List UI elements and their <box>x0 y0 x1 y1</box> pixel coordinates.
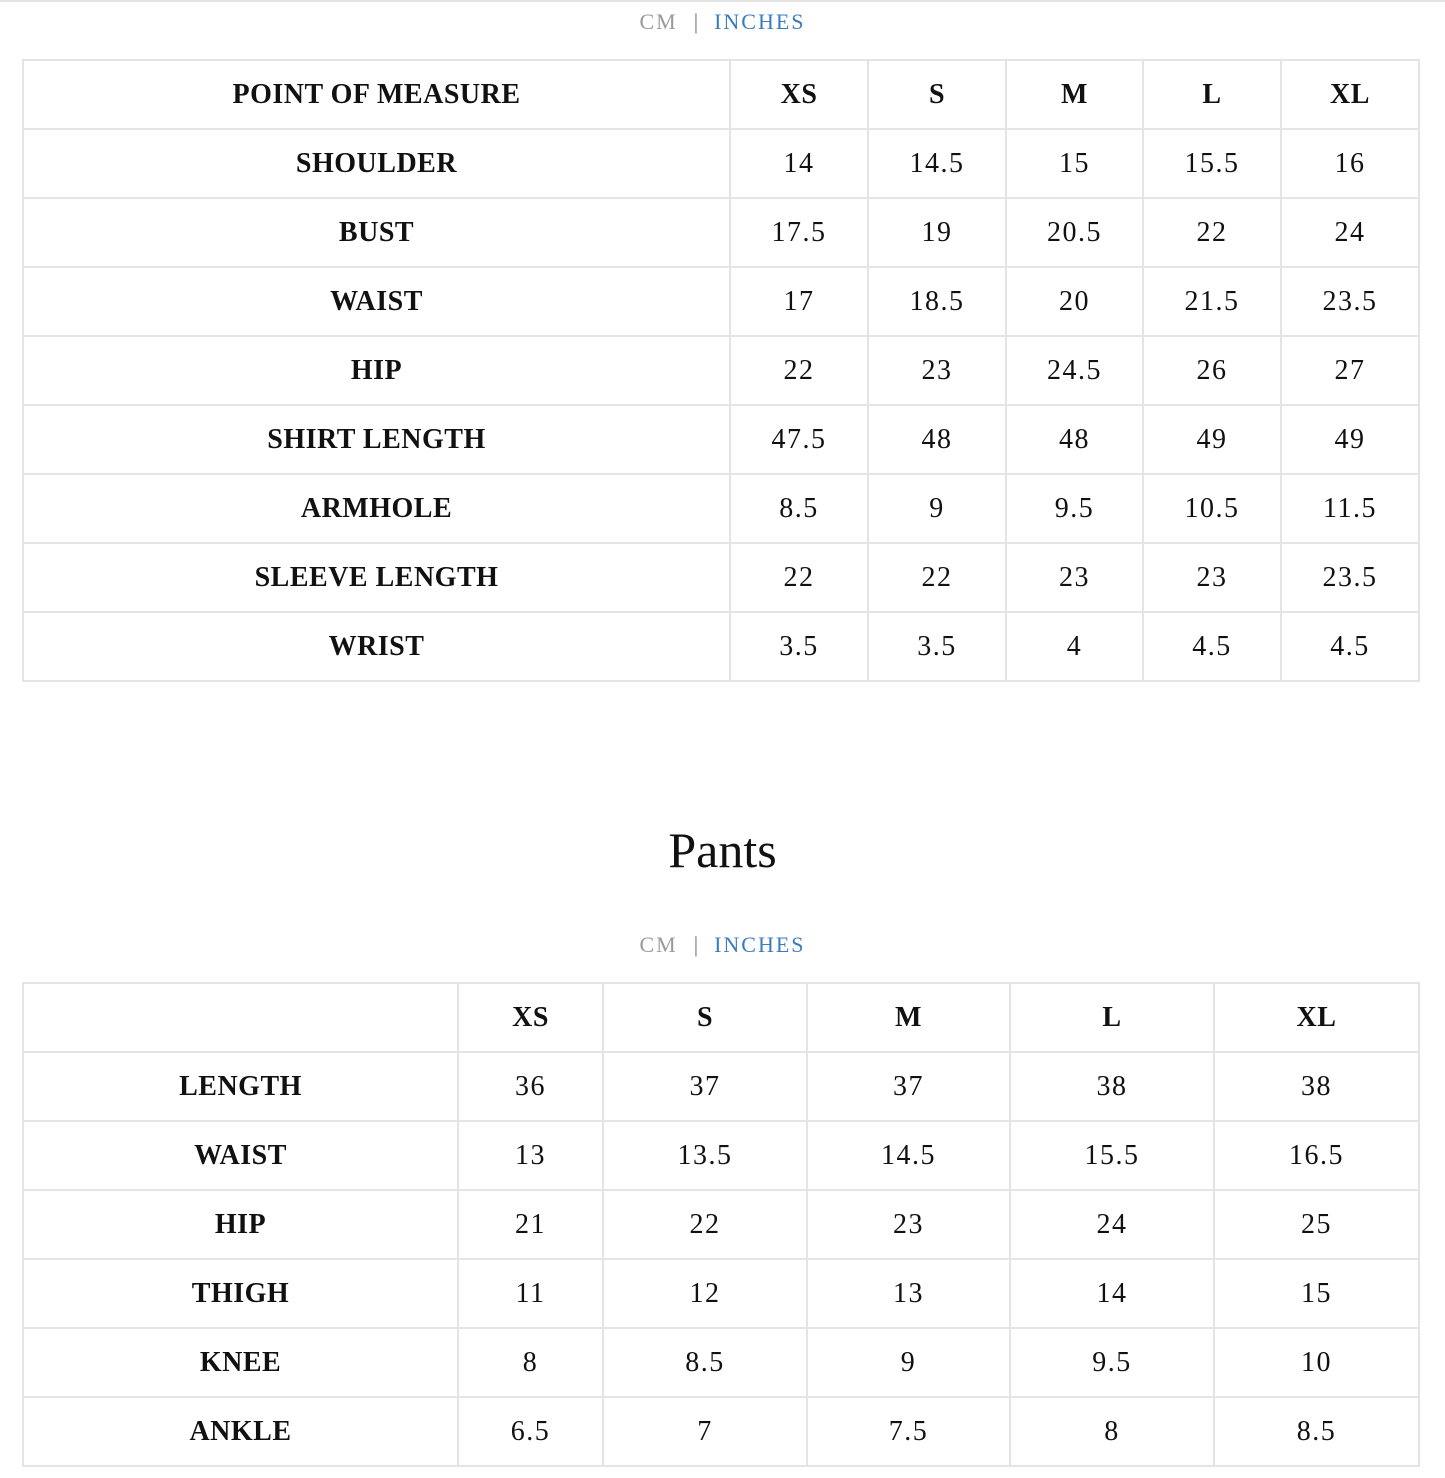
measure-value: 10.5 <box>1143 474 1281 543</box>
table-row <box>23 267 1419 336</box>
measure-label: SHIRT LENGTH <box>23 405 730 474</box>
measure-value: 49 <box>1143 405 1281 474</box>
measure-value: 8 <box>458 1328 603 1397</box>
measure-value: 13 <box>807 1259 1010 1328</box>
tops-unit-separator: | <box>693 9 701 34</box>
measure-value: 17 <box>730 267 868 336</box>
tops-cm-toggle[interactable]: CM <box>639 9 678 34</box>
measure-label: ANKLE <box>23 1397 458 1466</box>
measure-value: 11 <box>458 1259 603 1328</box>
measure-value: 23 <box>807 1190 1010 1259</box>
measure-label: HIP <box>23 336 730 405</box>
pants-cm-toggle[interactable]: CM <box>639 932 678 957</box>
table-row <box>23 1121 1419 1190</box>
table-row <box>23 129 1419 198</box>
measure-value: 20 <box>1006 267 1143 336</box>
measure-value: 6.5 <box>458 1397 603 1466</box>
pants-header-size: L <box>1010 983 1214 1052</box>
measure-value: 21.5 <box>1143 267 1281 336</box>
measure-value: 37 <box>603 1052 807 1121</box>
pants-unit-separator: | <box>693 932 701 957</box>
measure-value: 3.5 <box>730 612 868 681</box>
table-row <box>23 1052 1419 1121</box>
table-row <box>23 1259 1419 1328</box>
measure-value: 24.5 <box>1006 336 1143 405</box>
pants-unit-toggle <box>0 930 1445 960</box>
measure-value: 18.5 <box>868 267 1006 336</box>
measure-value: 22 <box>730 336 868 405</box>
measure-value: 15 <box>1214 1259 1419 1328</box>
measure-value: 23 <box>1006 543 1143 612</box>
measure-value: 49 <box>1281 405 1419 474</box>
measure-value: 9.5 <box>1006 474 1143 543</box>
table-row <box>23 612 1419 681</box>
measure-value: 14.5 <box>807 1121 1010 1190</box>
measure-value: 23 <box>1143 543 1281 612</box>
tops-header-size: XL <box>1281 60 1419 129</box>
tops-size-table <box>22 59 1420 682</box>
table-row <box>23 405 1419 474</box>
table-row <box>23 1190 1419 1259</box>
measure-value: 38 <box>1214 1052 1419 1121</box>
measure-value: 23 <box>868 336 1006 405</box>
table-row <box>23 1397 1419 1466</box>
pants-header-measure <box>23 983 458 1052</box>
measure-label: THIGH <box>23 1259 458 1328</box>
measure-value: 48 <box>1006 405 1143 474</box>
measure-value: 23.5 <box>1281 267 1419 336</box>
measure-label: WAIST <box>23 267 730 336</box>
measure-value: 14 <box>1010 1259 1214 1328</box>
measure-label: BUST <box>23 198 730 267</box>
measure-value: 8.5 <box>730 474 868 543</box>
measure-value: 27 <box>1281 336 1419 405</box>
tops-header-size: XS <box>730 60 868 129</box>
measure-value: 13.5 <box>603 1121 807 1190</box>
measure-value: 16.5 <box>1214 1121 1419 1190</box>
measure-value: 9.5 <box>1010 1328 1214 1397</box>
measure-label: ARMHOLE <box>23 474 730 543</box>
measure-label: WAIST <box>23 1121 458 1190</box>
measure-value: 8.5 <box>603 1328 807 1397</box>
measure-value: 4 <box>1006 612 1143 681</box>
measure-value: 22 <box>1143 198 1281 267</box>
measure-value: 25 <box>1214 1190 1419 1259</box>
measure-value: 8 <box>1010 1397 1214 1466</box>
measure-value: 48 <box>868 405 1006 474</box>
table-row <box>23 198 1419 267</box>
pants-header-size: XS <box>458 983 603 1052</box>
measure-label: WRIST <box>23 612 730 681</box>
measure-value: 15 <box>1006 129 1143 198</box>
tops-inches-toggle[interactable]: INCHES <box>714 9 806 34</box>
measure-value: 26 <box>1143 336 1281 405</box>
tops-header-measure: POINT OF MEASURE <box>23 60 730 129</box>
measure-value: 19 <box>868 198 1006 267</box>
table-row <box>23 336 1419 405</box>
pants-size-table <box>22 982 1420 1467</box>
measure-value: 23.5 <box>1281 543 1419 612</box>
measure-value: 7.5 <box>807 1397 1010 1466</box>
tops-header-row <box>23 60 1419 129</box>
measure-value: 38 <box>1010 1052 1214 1121</box>
table-row <box>23 1328 1419 1397</box>
measure-value: 22 <box>730 543 868 612</box>
measure-value: 22 <box>868 543 1006 612</box>
tops-header-size: S <box>868 60 1006 129</box>
tops-header-size: M <box>1006 60 1143 129</box>
measure-value: 15.5 <box>1143 129 1281 198</box>
tops-unit-toggle <box>0 7 1445 37</box>
measure-value: 4.5 <box>1281 612 1419 681</box>
pants-header-size: S <box>603 983 807 1052</box>
measure-value: 13 <box>458 1121 603 1190</box>
measure-value: 24 <box>1281 198 1419 267</box>
measure-label: LENGTH <box>23 1052 458 1121</box>
measure-value: 12 <box>603 1259 807 1328</box>
table-row <box>23 543 1419 612</box>
pants-header-size: XL <box>1214 983 1419 1052</box>
measure-value: 24 <box>1010 1190 1214 1259</box>
measure-value: 16 <box>1281 129 1419 198</box>
measure-label: SHOULDER <box>23 129 730 198</box>
measure-value: 47.5 <box>730 405 868 474</box>
pants-section-title: Pants <box>668 822 777 878</box>
measure-value: 20.5 <box>1006 198 1143 267</box>
measure-value: 14.5 <box>868 129 1006 198</box>
measure-value: 3.5 <box>868 612 1006 681</box>
measure-value: 15.5 <box>1010 1121 1214 1190</box>
measure-value: 17.5 <box>730 198 868 267</box>
measure-value: 36 <box>458 1052 603 1121</box>
pants-header-row <box>23 983 1419 1052</box>
table-row <box>23 474 1419 543</box>
measure-label: HIP <box>23 1190 458 1259</box>
pants-inches-toggle[interactable]: INCHES <box>714 932 806 957</box>
measure-label: SLEEVE LENGTH <box>23 543 730 612</box>
measure-value: 4.5 <box>1143 612 1281 681</box>
measure-value: 10 <box>1214 1328 1419 1397</box>
pants-header-size: M <box>807 983 1010 1052</box>
measure-value: 37 <box>807 1052 1010 1121</box>
measure-value: 7 <box>603 1397 807 1466</box>
measure-label: KNEE <box>23 1328 458 1397</box>
measure-value: 14 <box>730 129 868 198</box>
measure-value: 9 <box>868 474 1006 543</box>
measure-value: 11.5 <box>1281 474 1419 543</box>
measure-value: 21 <box>458 1190 603 1259</box>
measure-value: 22 <box>603 1190 807 1259</box>
tops-header-size: L <box>1143 60 1281 129</box>
measure-value: 8.5 <box>1214 1397 1419 1466</box>
measure-value: 9 <box>807 1328 1010 1397</box>
